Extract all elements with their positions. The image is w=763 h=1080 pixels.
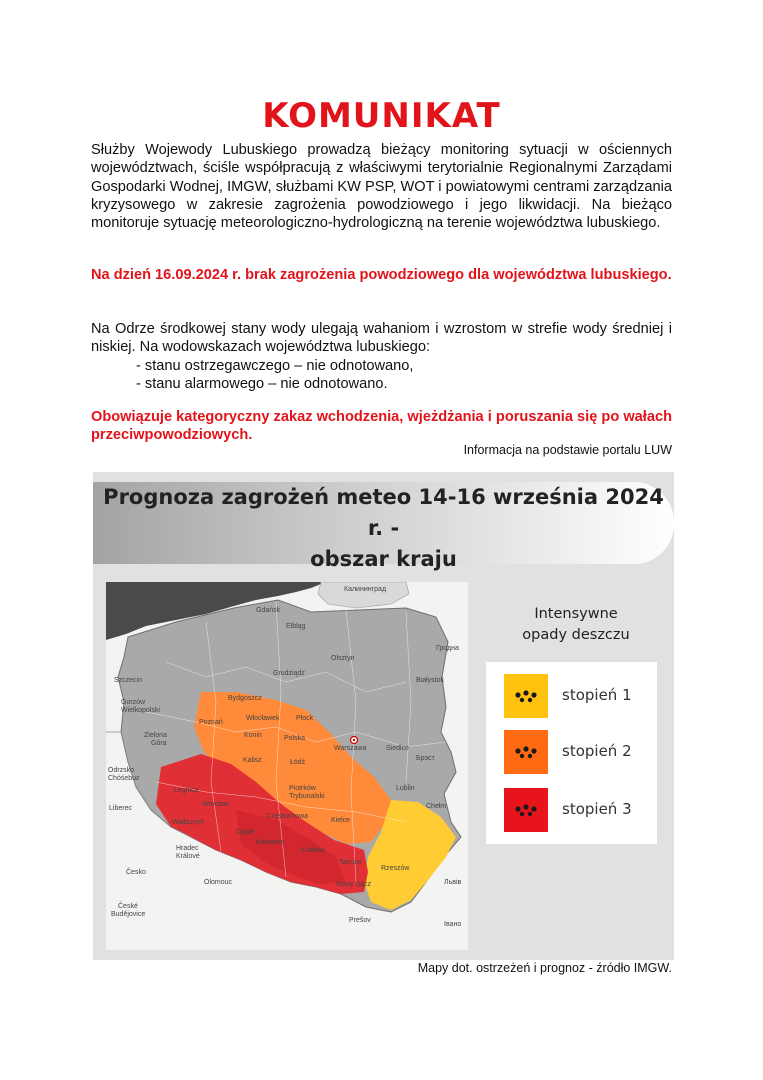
map-label: Česko [126, 869, 146, 876]
map-label: Chełm [426, 803, 447, 810]
water-level-item: - stanu alarmowego – nie odnotowano. [136, 375, 388, 392]
map-label: Lublin [396, 785, 415, 792]
map-label: Nowy Sącz [336, 881, 372, 888]
legend-title-line-1: Intensywne [534, 606, 618, 622]
map-label: Калининград [344, 586, 387, 593]
map-label: Івано [444, 921, 462, 928]
map-label: Katowice [256, 839, 285, 846]
map-label: Wałbrzych [172, 819, 205, 826]
map-label: Olsztyn [331, 655, 355, 662]
legend-title-line-2: opady deszczu [522, 627, 630, 643]
map-label: Białystok [416, 677, 445, 684]
rain-level-1-icon [504, 674, 548, 718]
map-label: Kalisz [243, 757, 262, 764]
source-note-imgw: Mapy dot. ostrzeżeń i prognoz - źródło IMGW. [417, 961, 672, 975]
map-label: Hradec [176, 845, 199, 852]
legend-item-level-1 [504, 674, 654, 718]
map-label: Odrzsko [108, 767, 135, 774]
water-level-paragraph: Na Odrze środkowej stany wody ulegają wahaniom i wzrostom w strefie wody średniej i niskiej. Na wodowskazach województwa lubuskiego: [91, 321, 672, 356]
map-label: Elbląg [286, 623, 306, 630]
rain-level-2-icon [504, 730, 548, 774]
map-label: Poznań [199, 719, 223, 726]
map-label: Gorzów [121, 699, 146, 706]
map-label: Warszawa [334, 745, 367, 752]
map-label: Budějovice [111, 911, 146, 918]
map-label: Opole [236, 829, 255, 836]
map-label: Rzeszów [381, 865, 410, 872]
alert-paragraph: Na dzień 16.09.2024 r. brak zagrożenia powodziowego dla województwa lubuskiego. [91, 267, 672, 283]
map-label: Częstochowa [266, 813, 309, 820]
map-label: Polska [284, 735, 306, 742]
map-label: Piotrków [289, 785, 316, 792]
map-label: Trybunalski [289, 793, 325, 800]
map-label: Grudziądz [273, 670, 305, 677]
map-label: Zielona [144, 732, 167, 739]
legend-label: stopień 2 [562, 742, 632, 760]
map-label: Łódź [290, 759, 306, 766]
map-label: Konin [244, 732, 262, 739]
rain-level-3-icon [504, 788, 548, 832]
legend-item-level-3 [504, 788, 654, 832]
legend-label: stopień 1 [562, 686, 632, 704]
map-label: Gdańsk [256, 607, 281, 614]
forecast-title [93, 482, 674, 575]
map-label: Kielce [331, 817, 351, 824]
water-level-section [91, 320, 672, 393]
map-label: Wrocław [202, 801, 229, 808]
map-label: Брэст [416, 755, 435, 762]
legend-item-level-2 [504, 730, 654, 774]
map-label: Góra [151, 740, 167, 747]
map-label: Włocławek [246, 715, 280, 722]
map-label: Chóśebuz [108, 775, 140, 782]
map-label: Львів [444, 879, 462, 886]
map-label: Olomouc [204, 879, 233, 886]
levee-ban-paragraph: Obowiązuje kategoryczny zakaz wchodzenia, wjeżdżania i poruszania się po wałach przeciwpowodziowych. [91, 409, 672, 444]
forecast-panel [93, 472, 674, 960]
map-label: Tarnów [339, 859, 362, 866]
map-label: České [118, 903, 138, 910]
forecast-map [106, 582, 468, 950]
map-label: Bydgoszcz [228, 695, 262, 702]
map-label: Prešov [349, 917, 371, 924]
legend-title [486, 604, 666, 646]
forecast-title-line-1: Prognoza zagrożeń meteo 14-16 września 2024 r. - [103, 485, 664, 540]
map-label: Płock [296, 715, 314, 722]
intro-paragraph: Służby Wojewody Lubuskiego prowadzą bieżący monitoring sytuacji w ościennych województwach, ściśle współpracują z właściwymi terytorialnie Regionalnymi Zarządami Gospodarki Wodnej, IMGW, służbami KW PSP, WOT i powiatowymi centrami zarządzania kryzysowego w zakresie zagrożenia powodziowego i jego likwidacji. Na bieżąco monitoruje sytuację meteorologiczno-hydrologiczną na terenie województwa lubuskiego. [91, 142, 672, 232]
map-label: Legnica [174, 787, 199, 794]
map-label: Králové [176, 853, 200, 860]
map-label: Siedlce [386, 745, 409, 752]
map-label: Гродна [436, 645, 459, 652]
forecast-title-line-2: obszar kraju [310, 547, 457, 571]
map-label: Szczecin [114, 677, 143, 684]
map-label: Kraków [301, 847, 325, 854]
map-label: Wielkopolski [121, 707, 160, 714]
page-title: KOMUNIKAT [262, 96, 501, 136]
map-label: Liberec [109, 805, 132, 812]
source-note-luw: Informacja na podstawie portalu LUW [463, 443, 672, 457]
water-level-item: - stanu ostrzegawczego – nie odnotowano, [136, 357, 414, 374]
legend [486, 662, 657, 844]
legend-label: stopień 3 [562, 800, 632, 818]
